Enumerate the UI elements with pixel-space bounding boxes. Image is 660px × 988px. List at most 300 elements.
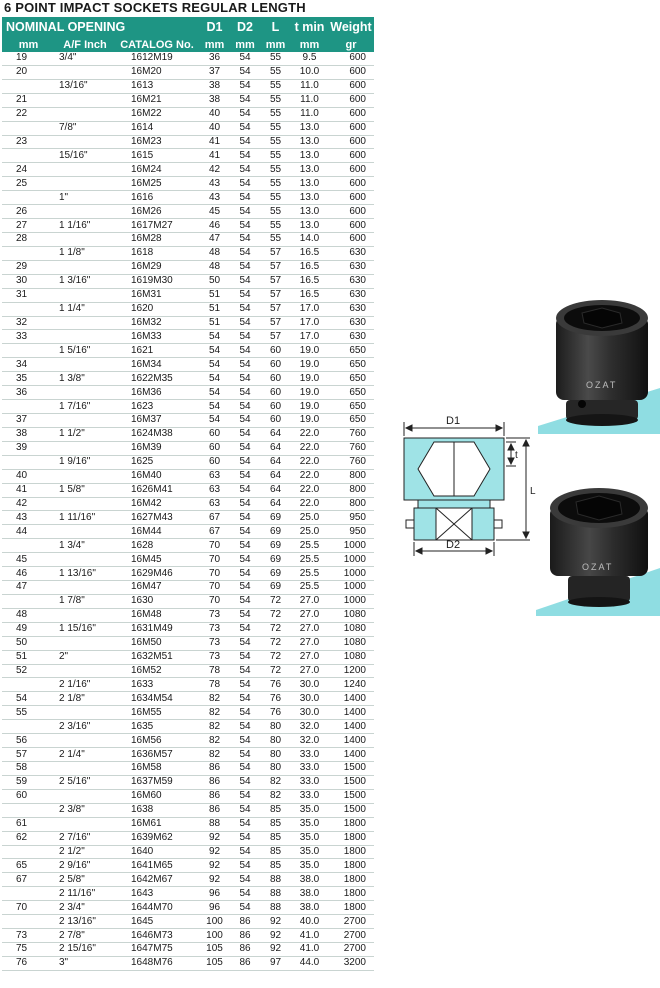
row-tmin: 38.0 [299, 901, 320, 913]
row-l: 85 [269, 859, 282, 871]
row-weight: 650 [349, 386, 366, 398]
row-d1: 70 [208, 581, 221, 593]
row-d2: 54 [239, 497, 251, 509]
row-af-inch: 2 1/2" [59, 846, 85, 857]
row-d1: 73 [208, 637, 221, 649]
row-l: 64 [269, 497, 282, 509]
row-catalog-no: 16M48 [131, 609, 162, 621]
row-mm: 70 [16, 901, 28, 913]
row-d2: 54 [239, 344, 251, 356]
row-l: 55 [269, 149, 282, 161]
row-d1: 82 [208, 706, 221, 718]
row-af-inch: 1 13/16" [59, 567, 96, 579]
row-af-inch: 1 1/16" [59, 219, 91, 231]
row-mm: 26 [16, 205, 28, 217]
row-af-inch: 1 7/16" [59, 400, 91, 412]
row-af-inch [55, 734, 115, 748]
table-row [2, 469, 374, 483]
row-catalog-no: 1619M30 [131, 275, 173, 287]
row-af-inch: 1 1/8" [59, 247, 85, 259]
row-l: 97 [269, 957, 282, 969]
row-l: 72 [269, 651, 282, 663]
row-d1: 46 [208, 219, 221, 231]
row-mm: 33 [16, 330, 28, 342]
row-mm: 44 [16, 525, 28, 537]
row-d2: 54 [239, 692, 251, 704]
row-d2: 54 [239, 219, 251, 231]
row-weight: 650 [349, 358, 366, 370]
table-row [2, 915, 374, 929]
table-row [2, 636, 374, 650]
table-row [2, 650, 374, 664]
row-d2: 54 [239, 372, 251, 384]
row-weight: 1800 [343, 859, 366, 871]
row-mm: 62 [16, 832, 28, 844]
row-d2: 54 [239, 706, 251, 718]
row-d1: 63 [208, 484, 221, 496]
row-d2: 54 [239, 553, 251, 565]
row-catalog-no: 1632M51 [131, 651, 173, 663]
row-l: 88 [269, 887, 282, 899]
row-l: 60 [269, 372, 282, 384]
row-tmin: 13.0 [299, 135, 320, 147]
row-tmin: 30.0 [299, 706, 320, 718]
row-weight: 1000 [343, 581, 366, 593]
row-d1: 82 [208, 692, 221, 704]
row-af-inch: 2 3/8" [59, 804, 85, 816]
table-row [2, 748, 374, 762]
row-l: 72 [269, 623, 282, 635]
row-l: 92 [269, 915, 282, 927]
row-tmin: 17.0 [299, 303, 320, 315]
row-d2: 54 [239, 887, 251, 899]
row-tmin: 25.5 [299, 567, 320, 579]
header-d2: D2 [230, 17, 260, 37]
row-catalog-no: 1641M65 [131, 859, 173, 871]
row-af-inch [55, 260, 115, 274]
row-af-inch [55, 762, 115, 776]
row-weight: 1200 [343, 665, 366, 677]
table-row [2, 803, 374, 817]
row-mm: 46 [16, 567, 28, 579]
header-tmin: t min [291, 17, 328, 37]
row-catalog-no: 1615 [131, 149, 154, 161]
row-tmin: 22.0 [299, 470, 320, 482]
row-catalog-no: 1614 [131, 122, 154, 134]
row-af-inch [55, 581, 115, 595]
row-catalog-no: 16M52 [131, 665, 162, 677]
row-af-inch [55, 706, 115, 720]
row-d2: 86 [239, 929, 251, 941]
row-d1: 54 [208, 344, 221, 356]
row-catalog-no: 16M47 [131, 581, 162, 593]
row-weight: 600 [349, 80, 366, 92]
row-l: 57 [269, 330, 282, 342]
row-d2: 54 [239, 149, 251, 161]
row-weight: 630 [349, 275, 366, 287]
header-l: L [260, 17, 291, 37]
row-mm: 57 [16, 748, 28, 760]
row-catalog-no: 1635 [131, 720, 154, 732]
row-d2: 86 [239, 957, 251, 969]
row-catalog-no: 1623 [131, 400, 154, 412]
table-row [2, 553, 374, 567]
row-weight: 1800 [343, 846, 366, 857]
row-tmin: 27.0 [299, 651, 320, 663]
row-l: 85 [269, 846, 282, 857]
table-row [2, 177, 374, 191]
row-tmin: 19.0 [299, 372, 320, 384]
row-af-inch: 3/4" [59, 52, 77, 64]
row-tmin: 9.5 [302, 52, 317, 64]
row-mm [2, 400, 55, 414]
table-row [2, 622, 374, 636]
row-l: 60 [269, 400, 282, 412]
row-catalog-no: 1634M54 [131, 692, 173, 704]
subheader-weight-unit: gr [328, 37, 374, 52]
row-af-inch: 1" [59, 191, 69, 203]
row-d2: 54 [239, 595, 251, 607]
row-catalog-no: 1630 [131, 595, 154, 607]
row-weight: 1800 [343, 901, 366, 913]
row-mm: 41 [16, 484, 28, 496]
row-d2: 54 [239, 525, 251, 537]
row-tmin: 19.0 [299, 414, 320, 426]
header-d1: D1 [199, 17, 230, 37]
row-d1: 105 [206, 943, 223, 955]
row-mm: 32 [16, 316, 28, 328]
row-tmin: 16.5 [299, 275, 320, 287]
table-row [2, 163, 374, 177]
row-d2: 54 [239, 66, 251, 78]
row-weight: 600 [349, 177, 366, 189]
row-af-inch: 1 9/16" [59, 456, 91, 468]
row-d1: 92 [208, 832, 221, 844]
row-mm [2, 539, 55, 553]
row-l: 57 [269, 261, 282, 273]
row-d1: 73 [208, 651, 221, 663]
row-af-inch: 1 3/8" [59, 372, 85, 384]
row-l: 80 [269, 720, 282, 732]
row-af-inch: 1 3/4" [59, 539, 85, 551]
row-tmin: 10.0 [299, 66, 320, 78]
row-weight: 630 [349, 289, 366, 301]
row-af-inch [55, 789, 115, 803]
table-row [2, 358, 374, 372]
row-l: 69 [269, 567, 282, 579]
row-d1: 51 [208, 303, 221, 315]
table-row [2, 845, 374, 859]
table-row [2, 483, 374, 497]
row-d2: 54 [239, 776, 251, 788]
table-row [2, 413, 374, 427]
row-d1: 86 [208, 776, 221, 788]
row-mm [2, 121, 55, 135]
row-catalog-no: 16M20 [131, 66, 162, 78]
row-d1: 70 [208, 567, 221, 579]
row-d1: 42 [208, 163, 221, 175]
row-mm [2, 887, 55, 901]
row-af-inch: 1 11/16" [59, 511, 96, 523]
row-tmin: 19.0 [299, 386, 320, 398]
row-tmin: 44.0 [299, 957, 320, 969]
diagram-label-d1: D1 [446, 415, 461, 427]
row-af-inch [55, 316, 115, 330]
page-title: 6 POINT IMPACT SOCKETS REGULAR LENGTH [4, 0, 306, 15]
row-l: 85 [269, 818, 282, 830]
row-d2: 54 [239, 623, 251, 635]
table-row [2, 706, 374, 720]
row-weight: 1800 [343, 832, 366, 844]
diagram-label-t: t [515, 450, 518, 461]
row-d2: 54 [239, 177, 251, 189]
row-l: 80 [269, 762, 282, 774]
row-af-inch [55, 413, 115, 427]
row-mm: 49 [16, 623, 28, 635]
row-l: 55 [269, 80, 282, 92]
row-d1: 100 [206, 929, 223, 941]
row-tmin: 22.0 [299, 456, 320, 468]
row-l: 57 [269, 247, 282, 259]
row-d2: 54 [239, 205, 251, 217]
row-tmin: 27.0 [299, 665, 320, 677]
row-weight: 1400 [343, 734, 366, 746]
row-mm: 30 [16, 275, 28, 287]
row-weight: 1400 [343, 748, 366, 760]
row-mm [2, 720, 55, 734]
row-mm: 65 [16, 859, 28, 871]
row-d1: 60 [208, 428, 221, 440]
row-tmin: 19.0 [299, 400, 320, 412]
row-mm: 34 [16, 358, 28, 370]
row-tmin: 33.0 [299, 790, 320, 802]
row-l: 55 [269, 177, 282, 189]
row-tmin: 41.0 [299, 943, 320, 955]
row-af-inch: 2 5/16" [59, 776, 91, 788]
table-row [2, 901, 374, 915]
row-d2: 54 [239, 52, 251, 64]
row-mm: 20 [16, 66, 28, 78]
diagram-label-l: L [530, 486, 536, 497]
row-mm: 50 [16, 637, 28, 649]
row-catalog-no: 16M45 [131, 553, 162, 565]
table-header-row [2, 17, 374, 37]
row-weight: 1500 [343, 804, 366, 816]
row-tmin: 11.0 [300, 108, 319, 120]
table-row [2, 720, 374, 734]
row-tmin: 16.5 [299, 261, 320, 273]
row-mm: 27 [16, 219, 28, 231]
row-catalog-no: 16M44 [131, 525, 162, 537]
row-weight: 1000 [343, 595, 366, 607]
row-af-inch: 2 9/16" [59, 859, 91, 871]
row-tmin: 32.0 [299, 734, 320, 746]
row-mm [2, 79, 55, 93]
row-d1: 63 [208, 470, 221, 482]
row-d1: 78 [208, 678, 221, 690]
row-weight: 600 [349, 108, 366, 120]
row-d2: 54 [239, 790, 251, 802]
table-row [2, 678, 374, 692]
row-mm: 38 [16, 428, 28, 440]
row-d1: 67 [208, 511, 221, 523]
row-mm: 23 [16, 135, 28, 147]
row-weight: 600 [349, 52, 366, 64]
subheader-af-inch: A/F Inch [55, 37, 115, 52]
row-d1: 36 [208, 52, 221, 64]
row-d2: 54 [239, 567, 251, 579]
row-catalog-no: 1648M76 [131, 957, 173, 969]
row-l: 80 [269, 748, 282, 760]
row-tmin: 27.0 [299, 637, 320, 649]
row-d1: 45 [208, 205, 221, 217]
row-d1: 96 [208, 887, 221, 899]
row-af-inch: 1 1/2" [59, 428, 85, 440]
table-row [2, 330, 374, 344]
row-l: 60 [269, 344, 282, 356]
row-l: 55 [269, 94, 282, 106]
row-weight: 1080 [343, 623, 366, 635]
row-weight: 630 [349, 247, 366, 259]
row-tmin: 27.0 [299, 609, 320, 621]
table-row [2, 344, 374, 358]
row-catalog-no: 16M56 [131, 734, 162, 746]
row-mm: 24 [16, 163, 28, 175]
row-d1: 60 [208, 456, 221, 468]
row-catalog-no: 1620 [131, 303, 154, 315]
row-mm: 37 [16, 414, 28, 426]
row-mm [2, 915, 55, 929]
row-d1: 37 [208, 66, 221, 78]
row-mm: 40 [16, 470, 28, 482]
table-row [2, 511, 374, 525]
row-d1: 86 [208, 804, 221, 816]
row-l: 57 [269, 316, 282, 328]
row-weight: 1800 [343, 818, 366, 830]
table-row [2, 789, 374, 803]
row-af-inch [55, 65, 115, 79]
table-subheader-row [2, 37, 374, 52]
row-tmin: 40.0 [299, 915, 320, 927]
row-d2: 54 [239, 637, 251, 649]
row-d1: 47 [208, 233, 221, 245]
brand-label-top: OZAT [586, 380, 618, 390]
row-l: 72 [269, 595, 282, 607]
header-weight: Weight [328, 17, 374, 37]
row-af-inch: 2 3/16" [59, 720, 91, 732]
row-af-inch: 3" [59, 957, 69, 969]
row-mm: 31 [16, 289, 28, 301]
row-tmin: 33.0 [299, 748, 320, 760]
row-d1: 88 [208, 818, 221, 830]
row-catalog-no: 16M34 [131, 358, 162, 370]
row-l: 55 [269, 191, 282, 203]
row-weight: 600 [349, 233, 366, 245]
table-row [2, 608, 374, 622]
table-row [2, 274, 374, 288]
row-d1: 43 [208, 177, 221, 189]
row-d1: 70 [208, 595, 221, 607]
row-weight: 630 [349, 330, 366, 342]
row-tmin: 13.0 [299, 163, 320, 175]
row-catalog-no: 16M25 [131, 177, 162, 189]
row-tmin: 35.0 [299, 818, 320, 830]
row-af-inch: 2" [59, 651, 69, 663]
spec-table [2, 17, 374, 971]
row-catalog-no: 16M26 [131, 205, 162, 217]
row-tmin: 38.0 [299, 887, 320, 899]
row-mm: 22 [16, 108, 28, 120]
row-d2: 54 [239, 818, 251, 830]
row-tmin: 25.5 [299, 581, 320, 593]
table-row [2, 191, 374, 205]
row-af-inch [55, 525, 115, 539]
table-row [2, 873, 374, 887]
row-catalog-no: 16M28 [131, 233, 162, 245]
row-d1: 54 [208, 400, 221, 412]
row-d2: 54 [239, 122, 251, 134]
row-catalog-no: 1644M70 [131, 901, 173, 913]
row-catalog-no: 16M23 [131, 135, 162, 147]
row-d1: 54 [208, 330, 221, 342]
row-l: 69 [269, 553, 282, 565]
row-l: 60 [269, 358, 282, 370]
row-d2: 54 [239, 470, 251, 482]
table-row [2, 525, 374, 539]
row-d2: 86 [239, 915, 251, 927]
row-weight: 650 [349, 372, 366, 384]
row-tmin: 35.0 [299, 804, 320, 816]
row-af-inch [55, 93, 115, 107]
subheader-d2-unit: mm [230, 37, 260, 52]
row-weight: 760 [349, 428, 366, 440]
row-tmin: 19.0 [299, 344, 320, 356]
row-weight: 800 [349, 484, 366, 496]
row-d1: 92 [208, 859, 221, 871]
row-d1: 82 [208, 734, 221, 746]
row-d1: 41 [208, 135, 221, 147]
row-tmin: 35.0 [299, 832, 320, 844]
row-mm [2, 455, 55, 469]
row-catalog-no: 1639M62 [131, 832, 173, 844]
row-weight: 800 [349, 470, 366, 482]
row-tmin: 17.0 [299, 330, 320, 342]
row-d2: 54 [239, 191, 251, 203]
row-tmin: 27.0 [299, 623, 320, 635]
row-mm: 48 [16, 609, 28, 621]
row-l: 85 [269, 804, 282, 816]
row-d1: 78 [208, 665, 221, 677]
row-d1: 92 [208, 846, 221, 857]
row-l: 55 [269, 233, 282, 245]
table-row [2, 386, 374, 400]
table-row [2, 817, 374, 831]
row-catalog-no: 16M31 [131, 289, 162, 301]
table-row [2, 288, 374, 302]
row-d2: 54 [239, 316, 251, 328]
row-af-inch: 13/16" [59, 80, 88, 92]
row-tmin: 33.0 [299, 762, 320, 774]
row-af-inch: 7/8" [59, 122, 77, 134]
row-weight: 650 [349, 400, 366, 412]
row-catalog-no: 1629M46 [131, 567, 173, 579]
table-row [2, 260, 374, 274]
row-mm: 61 [16, 818, 28, 830]
row-tmin: 25.0 [299, 525, 320, 537]
row-tmin: 11.0 [300, 80, 319, 92]
row-weight: 1400 [343, 706, 366, 718]
row-d1: 73 [208, 609, 221, 621]
